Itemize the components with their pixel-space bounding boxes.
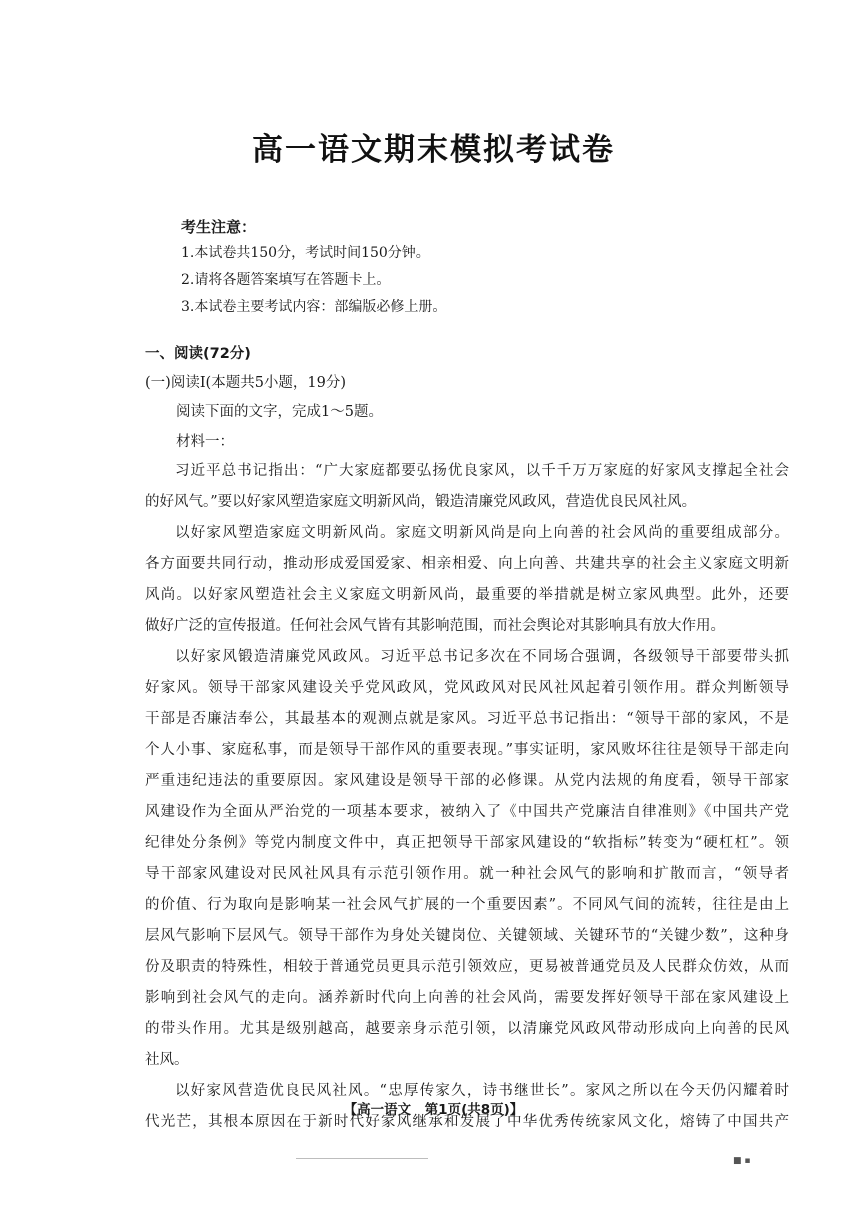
passage-line: 各方面要共同行动，推动形成爱国爱家、相亲相爱、向上向善、共建共享的社会主义家庭文明新 (145, 556, 789, 572)
passage-line: 风建设作为全面从严治党的一项基本要求，被纳入了《中国共产党廉洁自律准则》《中国共产党 (145, 804, 789, 820)
passage-line: 严重违纪违法的重要原因。家风建设是领导干部的必修课。从党内法规的角度看，领导干部家 (145, 773, 789, 789)
exam-title: 高一语文期末模拟考试卷 (252, 132, 615, 168)
section-title: 一、阅读(72分) (145, 346, 251, 362)
passage-line: 纪律处分条例》等党内制度文件中，真正把领导干部家风建设的“软指标”转变为“硬杠杠”。领 (145, 835, 789, 851)
reading-passage (145, 456, 789, 1138)
page-footer: 【高一语文 第1页(共8页)】 (343, 1102, 524, 1118)
passage-line: 干部是否廉洁奉公，其最基本的观测点就是家风。习近平总书记指出：“领导干部的家风，不是 (145, 711, 789, 727)
passage-line: 以好家风塑造家庭文明新风尚。家庭文明新风尚是向上向善的社会风尚的重要组成部分。 (175, 525, 789, 541)
subsection-title: (一)阅读Ⅰ(本题共5小题，19分) (145, 375, 347, 391)
passage-line: 的带头作用。尤其是级别越高，越要亲身示范引领，以清廉党风政风带动形成向上向善的民风 (145, 1021, 789, 1037)
passage-line: 习近平总书记指出：“广大家庭都要弘扬优良家风，以千千万万家庭的好家风支撑起全社会 (175, 463, 789, 479)
notice-box (181, 214, 801, 321)
passage-line: 做好广泛的宣传报道。任何社会风气皆有其影响范围，而社会舆论对其影响具有放大作用。 (145, 618, 725, 634)
passage-line: 层风气影响下层风气。领导干部作为身处关键岗位、关键领域、关键环节的“关键少数”，这种身 (145, 928, 789, 944)
passage-line: 好家风。领导干部家风建设关乎党风政风，党风政风对民风社风起着引领作用。群众判断领导 (145, 680, 789, 696)
passage-line: 的价值、行为取向是影响某一社会风气扩展的一个重要因素”。不同风气间的流转，往往是由上 (145, 897, 789, 913)
scan-artifact-line (296, 1158, 428, 1159)
passage-line: 风尚。以好家风塑造社会主义家庭文明新风尚，最重要的举措就是树立家风典型。此外，还要 (145, 587, 789, 603)
passage-line: 影响到社会风气的走向。涵养新时代向上向善的社会风尚，需要发挥好领导干部在家风建设上 (145, 990, 789, 1006)
reading-instruction: 阅读下面的文字，完成1～5题。 (176, 404, 383, 420)
notice-item: 2.请将各题答案填写在答题卡上。 (181, 272, 391, 288)
passage-line: 份及职责的特殊性，相较于普通党员更具示范引领效应，更易被普通党员及人民群众仿效，从而 (145, 959, 789, 975)
notice-heading: 考生注意： (181, 218, 257, 236)
passage-line: 个人小事、家庭私事，而是领导干部作风的重要表现。”事实证明，家风败坏往往是领导干部走向 (145, 742, 789, 758)
material-label: 材料一： (176, 434, 234, 450)
scan-artifact-mark: ■ ▪ (733, 1156, 751, 1166)
passage-line: 代光芒，其根本原因在于新时代好家风继承和发展了中华优秀传统家风文化，熔铸了中国共产 (145, 1114, 789, 1130)
passage-line: 的好风气。”要以好家风塑造家庭文明新风尚，锻造清廉党风政风，营造优良民风社风。 (145, 494, 697, 510)
passage-line: 以好家风营造优良民风社风。“忠厚传家久，诗书继世长”。家风之所以在今天仍闪耀着时 (175, 1083, 789, 1099)
passage-line: 导干部家风建设对民风社风具有示范引领作用。就一种社会风气的影响和扩散而言，“领导者 (145, 866, 789, 882)
passage-line: 社风。 (145, 1052, 189, 1068)
notice-item: 3.本试卷主要考试内容：部编版必修上册。 (181, 299, 447, 315)
passage-line: 以好家风锻造清廉党风政风。习近平总书记多次在不同场合强调，各级领导干部要带头抓 (175, 649, 789, 665)
notice-item: 1.本试卷共150分，考试时间150分钟。 (181, 245, 430, 261)
